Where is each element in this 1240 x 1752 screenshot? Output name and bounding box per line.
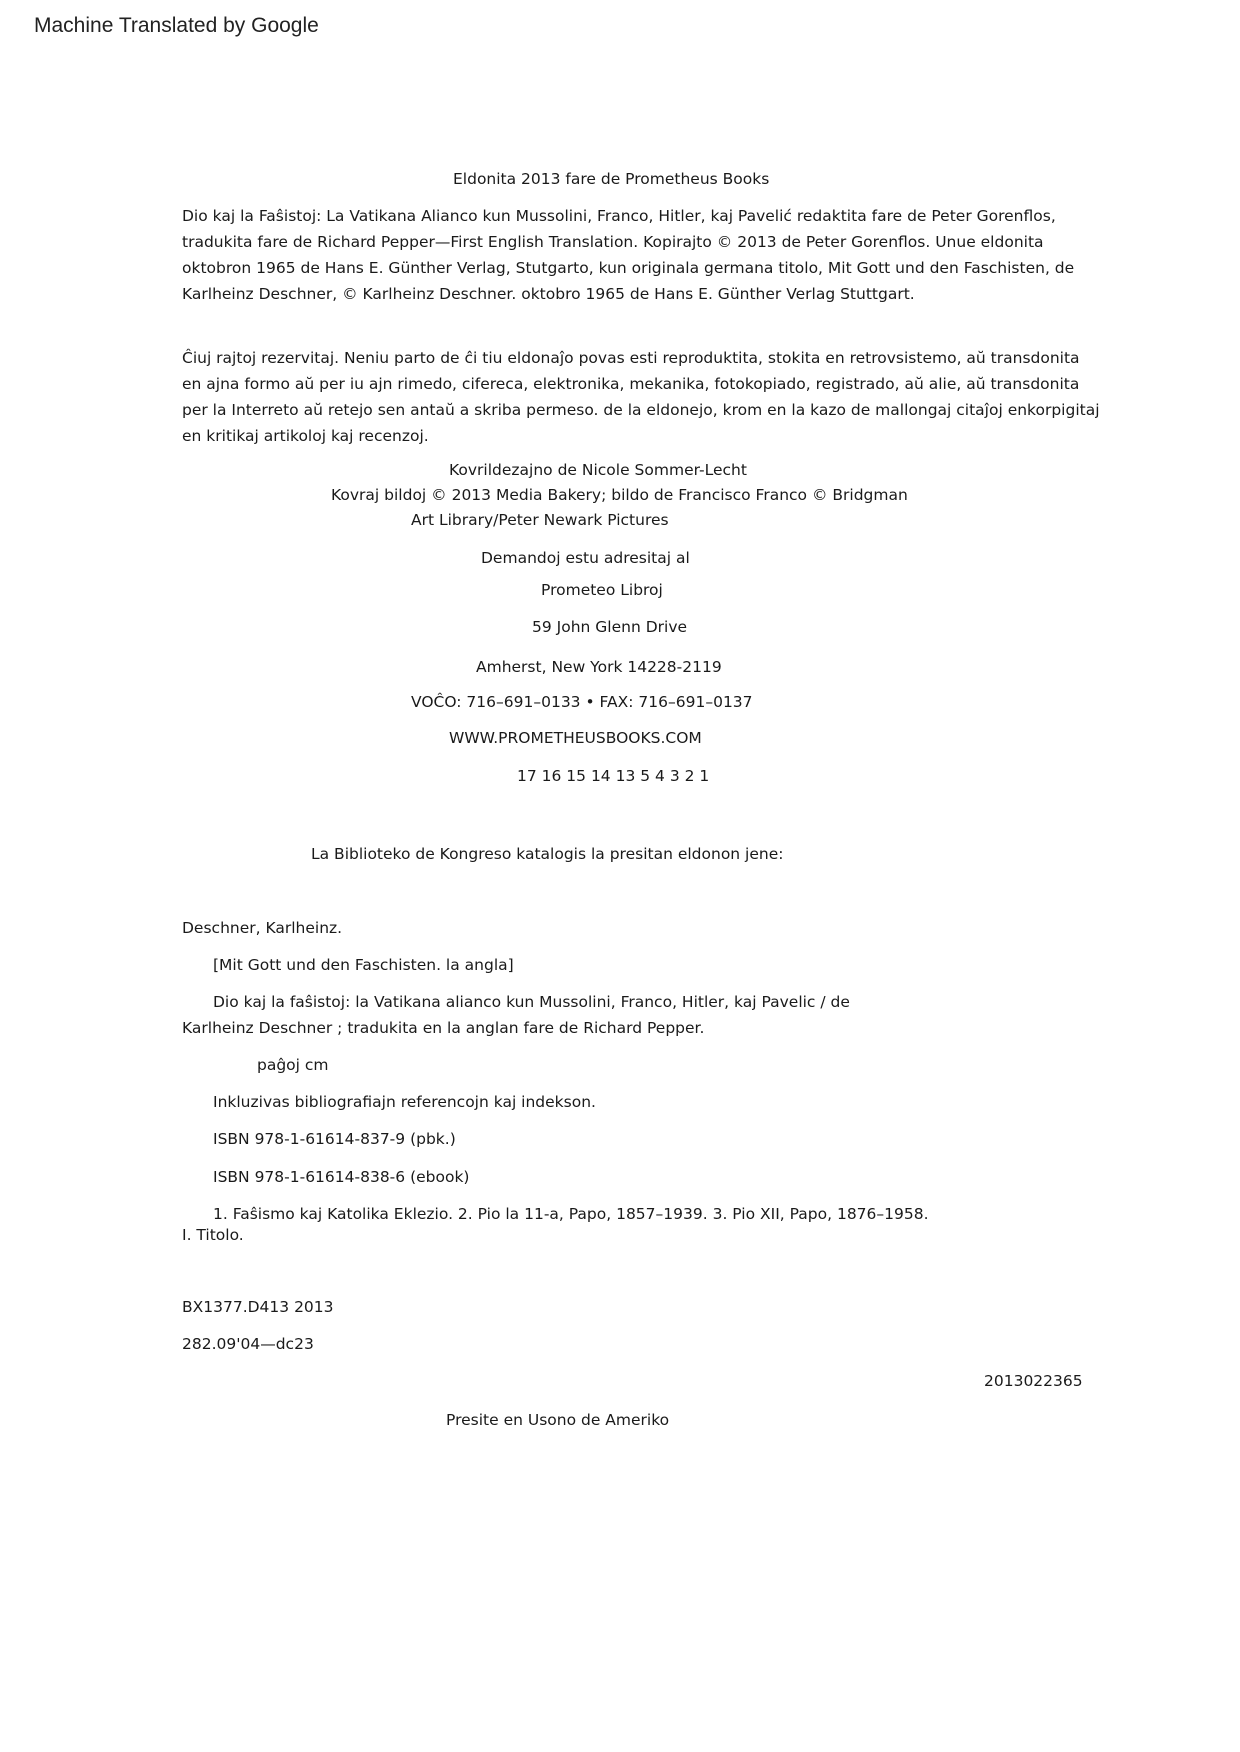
publisher-street: 59 John Glenn Drive <box>532 618 688 636</box>
cip-pages: paĝoj cm <box>257 1056 329 1074</box>
cip-isbn-ebook: ISBN 978-1-61614-838-6 (ebook) <box>213 1168 470 1186</box>
printed-in: Presite en Usono de Ameriko <box>446 1411 670 1429</box>
cover-image-credit-line-1: Kovraj bildoj © 2013 Media Bakery; bildo de Francisco Franco © Bridgman <box>331 486 908 504</box>
cip-dewey: 282.09'04—dc23 <box>182 1335 314 1353</box>
cover-design-credit: Kovrildezajno de Nicole Sommer-Lecht <box>449 461 747 479</box>
cip-author: Deschner, Karlheinz. <box>182 919 343 937</box>
cip-subjects-line-1: 1. Faŝismo kaj Katolika Eklezio. 2. Pio la 11-a, Papo, 1857–1939. 3. Pio XII, Papo, 1876–1958. <box>213 1205 929 1223</box>
machine-translated-banner: Machine Translated by Google <box>34 14 319 37</box>
publisher-city: Amherst, New York 14228-2119 <box>476 658 722 676</box>
publisher-website: WWW.PROMETHEUSBOOKS.COM <box>449 729 702 747</box>
cip-heading: La Biblioteko de Kongreso katalogis la presitan eldonon jene: <box>311 845 784 863</box>
cover-image-credit-line-2: Art Library/Peter Newark Pictures <box>411 511 669 529</box>
cip-subjects-line-2: I. Titolo. <box>182 1226 244 1244</box>
cip-bibliography: Inkluzivas bibliografiajn referencojn kaj indekson. <box>213 1093 596 1111</box>
publisher-phone-fax: VOĈO: 716–691–0133 • FAX: 716–691–0137 <box>411 693 753 711</box>
cip-title-line-2: Karlheinz Deschner ; tradukita en la anglan fare de Richard Pepper. <box>182 1019 705 1037</box>
rights-paragraph: Ĉiuj rajtoj rezervitaj. Neniu parto de ĉi tiu eldonaĵo povas esti reproduktita, stokita en retrovsistemo, aŭ transdonita en ajna formo aŭ per iu ajn rimedo, cifereca, elektronika, mekanika, fotokopiado, registrado, aŭ alie, aŭ transdonita per la Interreto aŭ retejo sen antaŭ a skriba permeso. de la eldonejo, krom en la kazo de mallongaj citaĵoj enkorpigitaj en kritikaj artikoloj kaj recenzoj. <box>182 349 1100 445</box>
cip-isbn-pbk: ISBN 978-1-61614-837-9 (pbk.) <box>213 1130 456 1148</box>
cip-title-line-1: Dio kaj la faŝistoj: la Vatikana alianco kun Mussolini, Franco, Hitler, kaj Pavelic / de <box>213 993 850 1011</box>
inquiries-label: Demandoj estu adresitaj al <box>481 549 690 567</box>
cip-lccn: 2013022365 <box>984 1372 1083 1390</box>
cip-original-title: [Mit Gott und den Faschisten. la angla] <box>213 956 514 974</box>
print-line: 17 16 15 14 13 5 4 3 2 1 <box>517 767 710 785</box>
cip-lc-classification: BX1377.D413 2013 <box>182 1298 334 1316</box>
publisher-name: Prometeo Libroj <box>541 581 663 599</box>
edition-line: Eldonita 2013 fare de Prometheus Books <box>453 170 770 188</box>
title-copyright-paragraph: Dio kaj la Faŝistoj: La Vatikana Alianco kun Mussolini, Franco, Hitler, kaj Pavelić redaktita fare de Peter Gorenflos, tradukita fare de Richard Pepper—First English Translation. Kopirajto © 2013 de Peter Gorenflos. Unue eldonita oktobron 1965 de Hans E. Günther Verlag, Stutgarto, kun originala germana titolo, Mit Gott und den Faschisten, de Karlheinz Deschner, © Karlheinz Deschner. oktobro 1965 de Hans E. Günther Verlag Stuttgart. <box>182 207 1075 303</box>
